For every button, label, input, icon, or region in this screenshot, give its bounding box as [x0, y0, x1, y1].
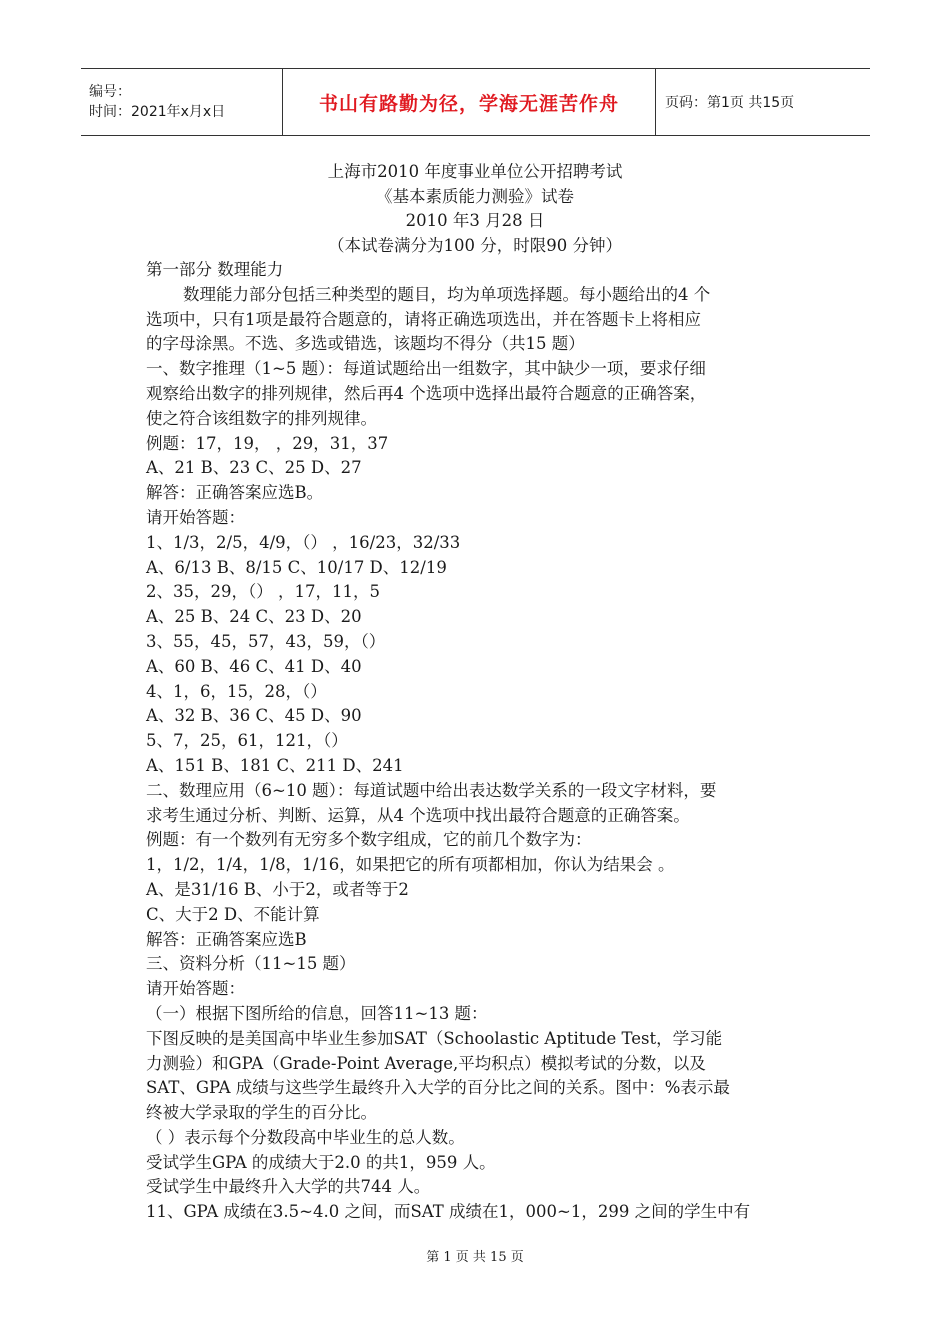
body-line: 三、资料分析（11~15 题）	[146, 954, 356, 974]
motto-text: 书山有路勤为径，学海无涯苦作舟	[318, 92, 619, 115]
body-line: 11、GPA 成绩在3.5~4.0 之间，而SAT 成绩在1，000~1，299 之间的学生中有	[146, 1202, 751, 1222]
body-line: A、60 B、46 C、41 D、40	[146, 656, 362, 676]
document-title	[0, 160, 950, 258]
page-footer: 第 1 页 共 15 页	[426, 1250, 524, 1265]
body-line: 力测验）和GPA（Grade-Point Average,平均积点）模拟考试的分数，以及	[146, 1053, 706, 1073]
body-line: 2、35，29，（） ，17，11，5	[146, 582, 380, 602]
number-label: 编号：	[89, 84, 131, 100]
body-line: 二、数理应用（6~10 题）：每道试题中给出表达数学关系的一段文字材料，要	[146, 780, 717, 800]
body-line: A、是31/16 B、小于2，或者等于2	[146, 879, 409, 899]
body-line: SAT、GPA 成绩与这些学生最终升入大学的百分比之间的关系。图中：%表示最	[146, 1078, 730, 1098]
body-line: 例题：有一个数列有无穷多个数字组成，它的前几个数字为：	[146, 830, 592, 850]
body-line: A、21 B、23 C、25 D、27	[146, 458, 362, 478]
body-line: A、25 B、24 C、23 D、20	[146, 607, 362, 627]
body-line: （ ）表示每个分数段高中毕业生的总人数。	[146, 1127, 465, 1147]
time-label: 时间：2021年x月x日	[89, 104, 226, 120]
section-heading: 第一部分 数理能力	[146, 260, 284, 279]
title-line: 2010 年3 月28 日	[405, 211, 545, 230]
body-line: 请开始答题：	[146, 979, 245, 999]
document-body	[146, 258, 806, 1225]
body-line: 数理能力部分包括三种类型的题目，均为单项选择题。每小题给出的4 个	[183, 284, 711, 304]
body-line: 选项中，只有1项是最符合题意的，请将正确选项选出，并在答题卡上将相应	[146, 309, 701, 329]
header-page-info	[656, 69, 870, 135]
body-line: （一）根据下图所给的信息，回答11~13 题：	[146, 1003, 488, 1023]
body-line: 使之符合该组数字的排列规律。	[146, 408, 377, 428]
body-line: 下图反映的是美国高中毕业生参加SAT（Schoolastic Aptitude Test，学习能	[146, 1028, 723, 1048]
body-line: 3、55，45，57，43，59，（）	[146, 631, 386, 651]
header-meta	[81, 69, 283, 135]
title-line: （本试卷满分为100 分，时限90 分钟）	[328, 235, 622, 255]
body-line: 终被大学录取的学生的百分比。	[146, 1103, 377, 1123]
body-line: 1，1/2，1/4，1/8，1/16，如果把它的所有项都相加，你认为结果会 。	[146, 855, 675, 875]
page-header	[81, 68, 870, 136]
body-line: 受试学生中最终升入大学的共744 人。	[146, 1177, 431, 1197]
header-motto	[283, 69, 656, 135]
page-info-text: 页码：第1页 共15页	[665, 95, 795, 111]
body-line: C、大于2 D、不能计算	[146, 904, 320, 924]
title-line: 上海市2010 年度事业单位公开招聘考试	[327, 162, 623, 181]
body-line: A、32 B、36 C、45 D、90	[146, 706, 362, 726]
body-line: 4、1，6，15，28，（）	[146, 681, 327, 701]
body-line: 解答：正确答案应选B。	[146, 483, 324, 503]
body-line: 的字母涂黑。不选、多选或错选，该题均不得分（共15 题）	[146, 334, 585, 354]
body-line: 5、7，25，61，121，（）	[146, 731, 348, 751]
body-line: A、6/13 B、8/15 C、10/17 D、12/19	[146, 557, 447, 577]
body-line: 解答：正确答案应选B	[146, 929, 307, 949]
body-line: A、151 B、181 C、211 D、241	[146, 755, 404, 775]
body-line: 求考生通过分析、判断、运算，从4 个选项中找出最符合题意的正确答案。	[146, 805, 690, 825]
body-line: 例题：17，19， ，29，31，37	[146, 433, 389, 453]
title-line: 《基本素质能力测验》试卷	[376, 186, 574, 206]
body-line: 请开始答题：	[146, 507, 245, 527]
body-line: 受试学生GPA 的成绩大于2.0 的共1，959 人。	[146, 1152, 496, 1172]
body-line: 1、1/3，2/5，4/9，（） ，16/23，32/33	[146, 532, 461, 552]
body-line: 一、数字推理（1~5 题）：每道试题给出一组数字，其中缺少一项，要求仔细	[146, 359, 706, 379]
body-line: 观察给出数字的排列规律，然后再4 个选项中选择出最符合题意的正确答案，	[146, 383, 707, 403]
